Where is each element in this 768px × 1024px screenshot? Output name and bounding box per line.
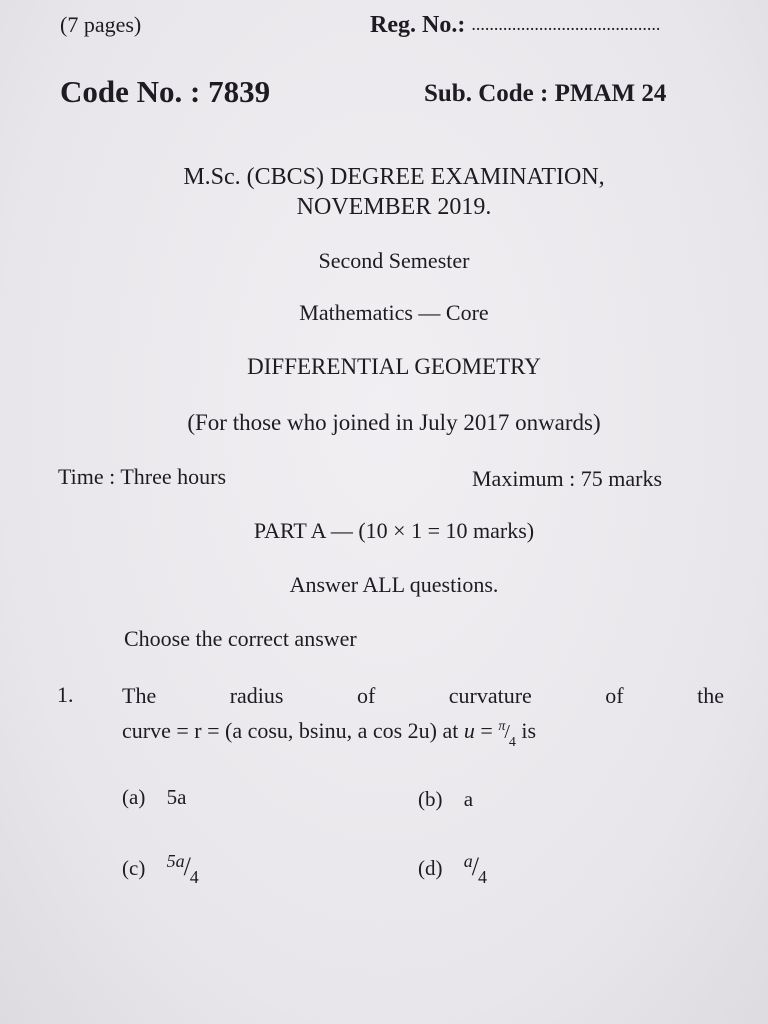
option-a: [122, 785, 186, 810]
option-fraction: 5a/4: [166, 851, 199, 887]
page-count: (7 pages): [60, 12, 142, 37]
code-number: Code No. : 7839: [60, 74, 271, 109]
reg-blank: ..........................................: [471, 14, 661, 34]
question-word: of: [605, 683, 624, 708]
part-heading: PART A — (10 × 1 = 10 marks): [253, 518, 535, 543]
reg-label: Reg. No.:: [370, 12, 466, 38]
instruction: Answer ALL questions.: [289, 572, 499, 597]
option-label: (a): [122, 785, 146, 809]
option-value: a: [463, 787, 474, 811]
fraction-denominator: 4: [189, 867, 199, 887]
option-label: (b): [418, 787, 443, 811]
eligibility-note: (For those who joined in July 2017 onwards): [187, 410, 601, 435]
question-suffix: is: [515, 718, 537, 743]
question-variable: u: [463, 718, 475, 743]
question-text-line2: [122, 718, 537, 750]
option-value: 5a: [166, 785, 187, 809]
fraction-denominator: 4: [508, 735, 516, 750]
exam-title-line1: M.Sc. (CBCS) DEGREE EXAMINATION,: [183, 164, 605, 190]
question-word: The: [122, 683, 157, 708]
paper-title: DIFFERENTIAL GEOMETRY: [247, 354, 541, 379]
question-fraction: $^\pi/_4$: [498, 719, 516, 750]
question-text-line1: [122, 683, 724, 709]
subject: Mathematics — Core: [299, 300, 489, 325]
option-d: [418, 851, 487, 887]
maximum-marks: Maximum : 75 marks: [472, 466, 663, 491]
option-label: (d): [418, 856, 443, 880]
fraction-numerator: 5a: [166, 851, 185, 871]
fraction-denominator: 4: [477, 867, 487, 887]
fraction-numerator: a: [463, 851, 473, 871]
question-word: the: [697, 683, 724, 708]
sub-instruction: Choose the correct answer: [124, 626, 357, 651]
question-number: 1.: [57, 682, 74, 707]
exam-title-line2: NOVEMBER 2019.: [296, 194, 492, 220]
question-expression: curve = r = (a cosu, bsinu, a cos 2u) at: [122, 718, 464, 743]
question-word: of: [356, 683, 376, 708]
semester: Second Semester: [318, 248, 470, 273]
fraction-numerator: π: [498, 719, 506, 734]
reg-number: [370, 12, 660, 39]
option-b: [418, 787, 473, 812]
question-word: radius: [229, 683, 284, 708]
option-label: (c): [122, 856, 146, 880]
exam-duration: Time : Three hours: [58, 464, 227, 489]
question-word: curvature: [448, 683, 532, 708]
option-fraction: a/4: [463, 851, 487, 887]
subject-code: Sub. Code : PMAM 24: [424, 80, 667, 107]
question-equals: =: [474, 718, 499, 743]
option-c: [122, 851, 199, 887]
